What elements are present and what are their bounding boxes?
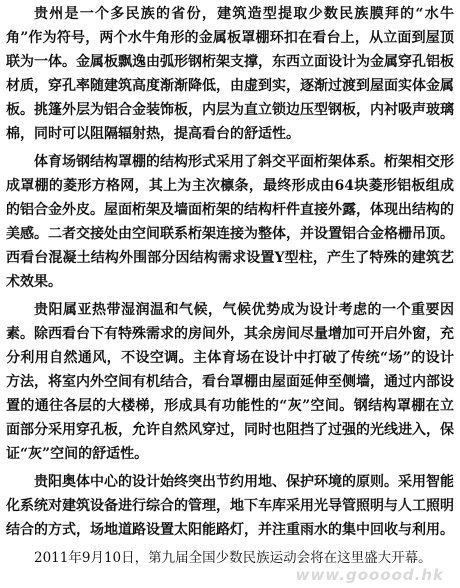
paragraph-1: 贵州是一个多民族的省份，建筑造型提取少数民族膜拜的“水牛角”作为符号，两个水牛角形的金属板罩棚环扣在看台上，从立面到屋顶联为一体。金属板飘逸由弧形钢桁架支撑，东西立面设计为金属穿孔铝板材质，穿孔率随建筑高度渐渐降低，由虚到实，逐渐过渡到屋面实体金属板。挑篷外层为铝合金装饰板，内层为直立锁边压型钢板，内衬吸声玻璃棉，同时可以阻隔辐射热，提高看台的舒适性。	[6, 6, 454, 142]
site-watermark: www.gooood.hk	[295, 566, 444, 584]
paragraph-4: 贵阳奥体中心的设计始终突出节约用地、保护环境的原则。采用智能化系统对建筑设备进行综合的管理，地下车库采用光导管照明与人工照明结合的方式，场地道路设置太阳能路灯，并注重雨水的集中回收与利用。	[6, 474, 454, 538]
paragraph-2: 体育场钢结构罩棚的结构形式采用了斜交平面桁架体系。桁架相交形成罩棚的菱形方格网，其上为主次檩条，最终形成由64块菱形铝板组成的铝合金外皮。屋面桁架及墙面桁架的结构杆件直接外露，体现出结构的美感。二者交接处由空间联系桁架连接为整体，并设置铝合金格栅吊顶。西看台混凝土结构外围部分因结构需求设置Y型柱，产生了特殊的建筑艺术效果。	[6, 154, 454, 290]
paragraph-3: 贵阳属亚热带湿润温和气候，气候优势成为设计考虑的一个重要因素。除西看台下有特殊需求的房间外，其余房间尽量增加可开启外窗，充分利用自然通风，不设空调。主体育场在设计中打破了传统“场”的设计方法，将室内外空间有机结合，看台罩棚由屋面延伸至侧墙，通过内部设置的通往各层的大楼梯，形成具有功能性的“灰”空间。钢结构罩棚在立面部分采用穿孔板，允许自然风穿过，同时也阻挡了过强的光线进入，保证“灰”空间的舒适性。	[6, 302, 454, 462]
paragraph-5: 2011年9月10日，第九届全国少数民族运动会将在这里盛大开幕。	[34, 550, 432, 566]
